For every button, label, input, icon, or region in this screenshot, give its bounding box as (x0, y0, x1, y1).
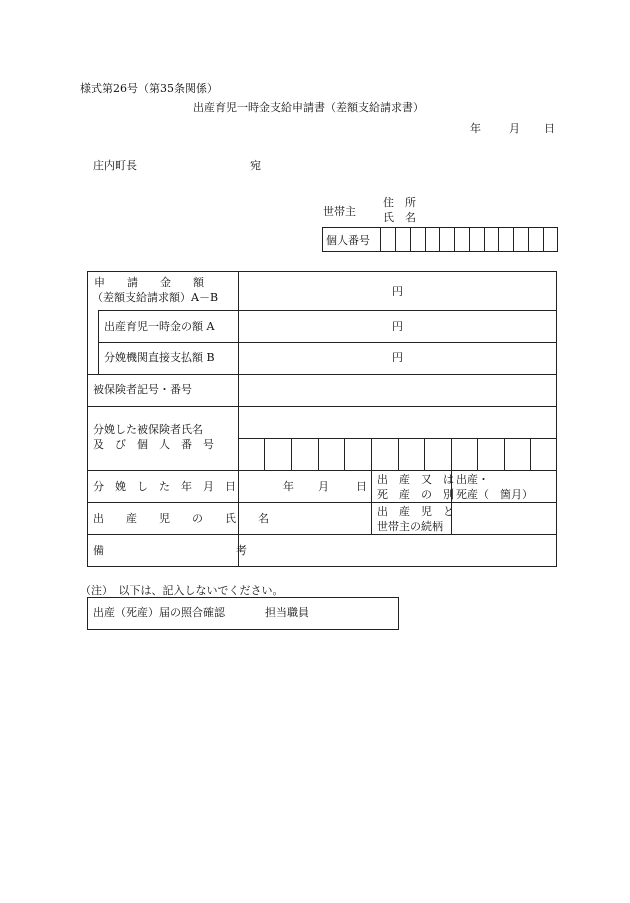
birth-option-2: 死産（ 箇月） (456, 488, 533, 501)
form-number: 様式第26号（第35条関係） (80, 82, 218, 95)
staff-label: 担当職員 (265, 606, 309, 619)
claim-amount-label: 申 請 金 額 (94, 276, 204, 289)
relationship-label-1: 出 産 児 と (377, 505, 454, 518)
direct-pay-yen: 円 (392, 351, 403, 364)
birth-insured-mynumber-label: 及 び 個 人 番 号 (93, 438, 214, 451)
address-label: 住 所 (383, 196, 416, 209)
month-label: 月 (509, 122, 520, 135)
setainushi-label: 世帯主 (323, 205, 356, 218)
birth-date-label: 分 娩 し た 年 月 日 (93, 480, 236, 493)
birth-or-stillbirth-label-1: 出 産 又 は (377, 473, 454, 486)
birth-or-stillbirth-label-2: 死 産 の 別 (377, 488, 454, 501)
relationship-label-2: 世帯主の続柄 (377, 520, 443, 533)
birth-option-1: 出産・ (456, 473, 489, 486)
lump-sum-label: 出産育児一時金の額 A (104, 320, 215, 333)
insured-number-label: 被保険者記号・番号 (93, 383, 192, 396)
form-title: 出産育児一時金支給申請書（差額支給請求書） (193, 101, 424, 114)
lump-sum-yen: 円 (392, 320, 403, 333)
confirm-label: 出産（死産）届の照合確認 (93, 606, 225, 619)
addressee: 庄内町長 (93, 159, 137, 172)
claim-amount-yen: 円 (392, 285, 403, 298)
remarks-label: 備 考 (93, 544, 247, 557)
note-text: （注） 以下は、記入しないでください。 (80, 584, 284, 597)
addressee-suffix: 宛 (250, 159, 261, 172)
child-name-label: 出 産 児 の 氏 名 (93, 512, 269, 525)
day-label: 日 (544, 122, 555, 135)
birth-date-month: 月 (318, 480, 329, 493)
direct-pay-label: 分娩機関直接支払額 B (104, 351, 215, 364)
birth-date-day: 日 (356, 480, 367, 493)
birth-insured-name-label: 分娩した被保険者氏名 (93, 423, 203, 436)
name-label: 氏 名 (383, 211, 416, 224)
birth-date-year: 年 (283, 480, 294, 493)
claim-amount-sublabel: （差額支給請求額）A－B (92, 291, 219, 304)
year-label: 年 (470, 122, 481, 135)
my-number-label: 個人番号 (326, 234, 370, 247)
